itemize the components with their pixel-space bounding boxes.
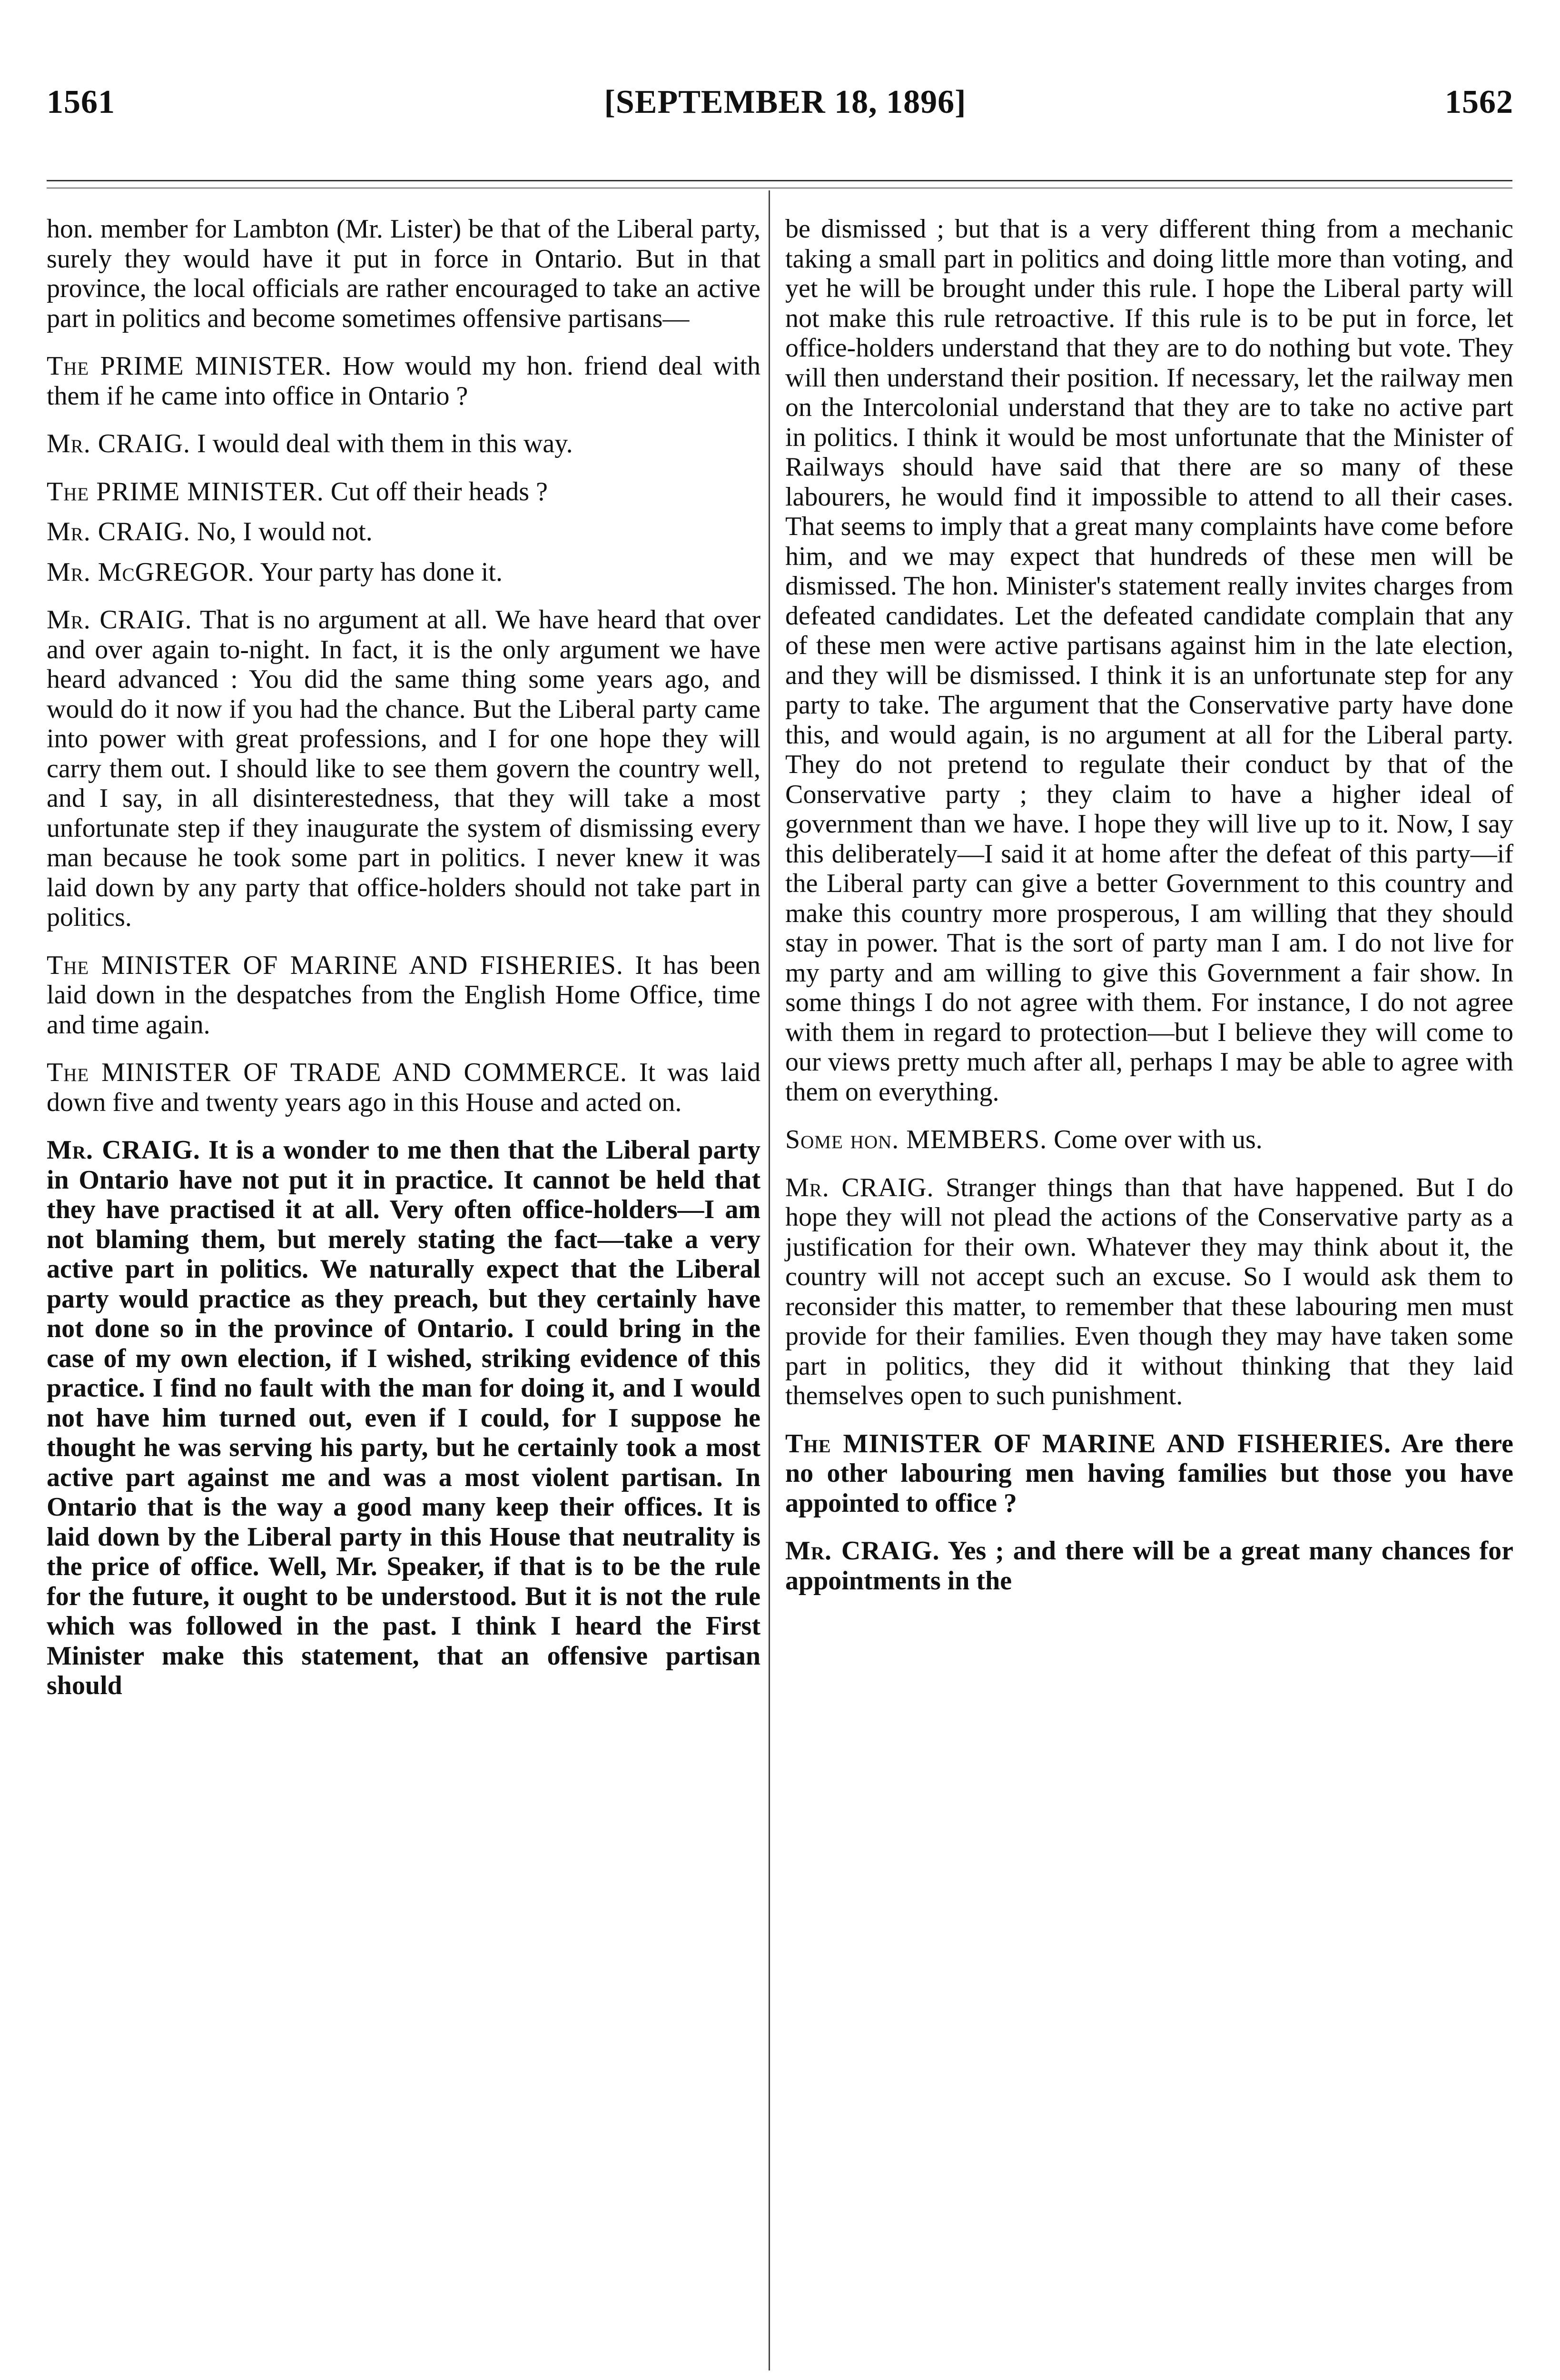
paragraph [785, 214, 1513, 1107]
right-page-number: 1562 [1445, 84, 1513, 120]
page-date-header: [SEPTEMBER 18, 1896] [604, 84, 967, 120]
speaker-name: Mr. CRAIG. [47, 1135, 200, 1165]
paragraph [785, 1173, 1513, 1411]
paragraph [785, 1125, 1513, 1155]
speech-text: Come over with us. [1054, 1125, 1263, 1154]
speech-text: I would deal with them in this way. [197, 429, 573, 458]
paragraph [785, 1429, 1513, 1518]
speaker-name: Mr. CRAIG. [47, 605, 192, 635]
paragraph [47, 477, 760, 507]
speech-text: It has been laid down in the despatches from the English Home Office, time and time again. [47, 950, 761, 1040]
right-column [785, 214, 1513, 1596]
speech-text: Your party has done it. [260, 557, 503, 587]
paragraph [47, 557, 760, 587]
speaker-name: Mr. CRAIG. [785, 1172, 934, 1202]
speaker-name: The MINISTER OF MARINE AND FISHERIES. [785, 1428, 1391, 1458]
speaker-name: Mr. CRAIG. [785, 1536, 940, 1566]
paragraph [47, 429, 760, 459]
speaker-name: Mr. CRAIG. [47, 429, 191, 458]
paragraph [47, 351, 760, 411]
paragraph [47, 1135, 760, 1701]
speech-text: Stranger things than that have happened. But I do hope they will not plead the actions of the Conservative party as a justification for their own. Whatever they may think about it, the country will not accept such an excuse. So I would ask them to reconsider this matter, to remember that these labouring men must provide for their families. Even though they may have taken some part in politics, they did it without thinking that they laid themselves open to such punishment. [785, 1172, 1514, 1410]
speaker-name: The PRIME MINISTER. [47, 476, 324, 506]
speech-text: No, I would not. [197, 517, 373, 546]
left-column [47, 214, 760, 1701]
speaker-name: The MINISTER OF TRADE AND COMMERCE. [47, 1058, 628, 1087]
speaker-name: Mr. CRAIG. [47, 517, 191, 546]
speech-text: It is a wonder to me then that the Liberal party in Ontario have not put it in practice. It cannot be held that they have practised it at all. Very often office-holders—I am not blaming them, but merely stating the fact—take a very active part in politics. We naturally expect that the Liberal party would practice as they preach, but they certainly have not done so in the province of Ontario. I could bring in the case of my own election, if I wished, striking evidence of this practice. I find no fault with the man for doing it, and I would not have him turned out, even if I could, for I suppose he thought he was serving his party, but he certainly took a most active part against me and was a most violent partisan. In Ontario that is the way a good many keep their offices. It is laid down by the Liberal party in this House that neutrality is the price of office. Well, Mr. Speaker, if that is to be the rule for the future, it ought to be understood. But it is not the rule which was followed in the past. I think I heard the First Minister make this statement, that an offensive partisan should [47, 1135, 760, 1700]
speech-text: That is no argument at all. We have heard that over and over again to-night. In fact, it is the only argument we have heard advanced : You did the same thing some years ago, and would do it now if you had the chance. But the Liberal party came into power with great professions, and I for one hope they will carry them out. I should like to see them govern the country well, and I say, in all disinterestedness, that they will take a most unfortunate step if they inaugurate the system of dismissing every man because he took some part in politics. I never knew it was laid down by any party that office-holders should not take part in politics. [47, 605, 760, 932]
paragraph [47, 951, 760, 1040]
paragraph [47, 1058, 760, 1117]
speaker-name: Some hon. MEMBERS. [785, 1125, 1047, 1154]
speaker-name: Mr. McGREGOR. [47, 557, 255, 587]
speech-text: Cut off their heads ? [330, 476, 548, 506]
speech-text: Yes ; and there will be a great many chances for appointments in the [785, 1536, 1514, 1596]
speaker-name: The PRIME MINISTER. [47, 351, 332, 381]
speech-text: be dismissed ; but that is a very different thing from a mechanic taking a small part in politics and doing little more than voting, and yet he will be brought under this rule. I hope the Liberal party will not make this rule retroactive. If this rule is to be put in force, let office-holders understand that they are to do nothing but vote. They will then understand their position. If necessary, let the railway men on the Intercolonial understand that they are to take no active part in politics. I think it would be most unfortunate that the Minister of Railways should have said that there are so many of these labourers, he would find it impossible to attend to all their cases. That seems to imply that a great many complaints have come before him, and we may expect that hundreds of these men will be dismissed. The hon. Minister's statement really invites charges from defeated candidates. Let the defeated candidate complain that any of these men were active partisans against him in the late election, and they will be dismissed. I think it is an unfortunate step for any party to take. The argument that the Conservative party have done this, and would again, is no argument at all for the Liberal party. They do not pretend to regulate their conduct by that of the Conservative party ; they claim to have a higher ideal of government than we have. I hope they will live up to it. Now, I say this deliberately—I said it at home after the defeat of this party—if the Liberal party can give a better Government to this country and make this country more prosperous, I am willing that they should stay in power. That is the sort of party man I am. I do not live for my party and am willing to give this Government a fair show. In some things I do not agree with them. For instance, I do not agree with them in regard to protection—but I believe they will come to our views pretty much after all, perhaps I may be able to agree with them on everything. [785, 214, 1513, 1107]
left-page-number: 1561 [47, 84, 115, 120]
paragraph [47, 517, 760, 547]
speech-text: It was laid down five and twenty years ago in this House and acted on. [47, 1058, 760, 1117]
paragraph [47, 214, 760, 333]
speech-text: Are there no other labouring men having families but those you have appointed to office ? [785, 1428, 1514, 1518]
paragraph [785, 1536, 1513, 1596]
column-divider [769, 190, 770, 2370]
speech-text: How would my hon. friend deal with them if he came into office in Ontario ? [47, 351, 761, 411]
speaker-name: The MINISTER OF MARINE AND FISHERIES. [47, 950, 623, 980]
paragraph [47, 605, 760, 932]
speech-text: hon. member for Lambton (Mr. Lister) be that of the Liberal party, surely they would have it put in force in Ontario. But in that province, the local officials are rather encouraged to take an active part in politics and become sometimes offensive partisans— [47, 214, 760, 333]
header-rule [47, 180, 1512, 181]
